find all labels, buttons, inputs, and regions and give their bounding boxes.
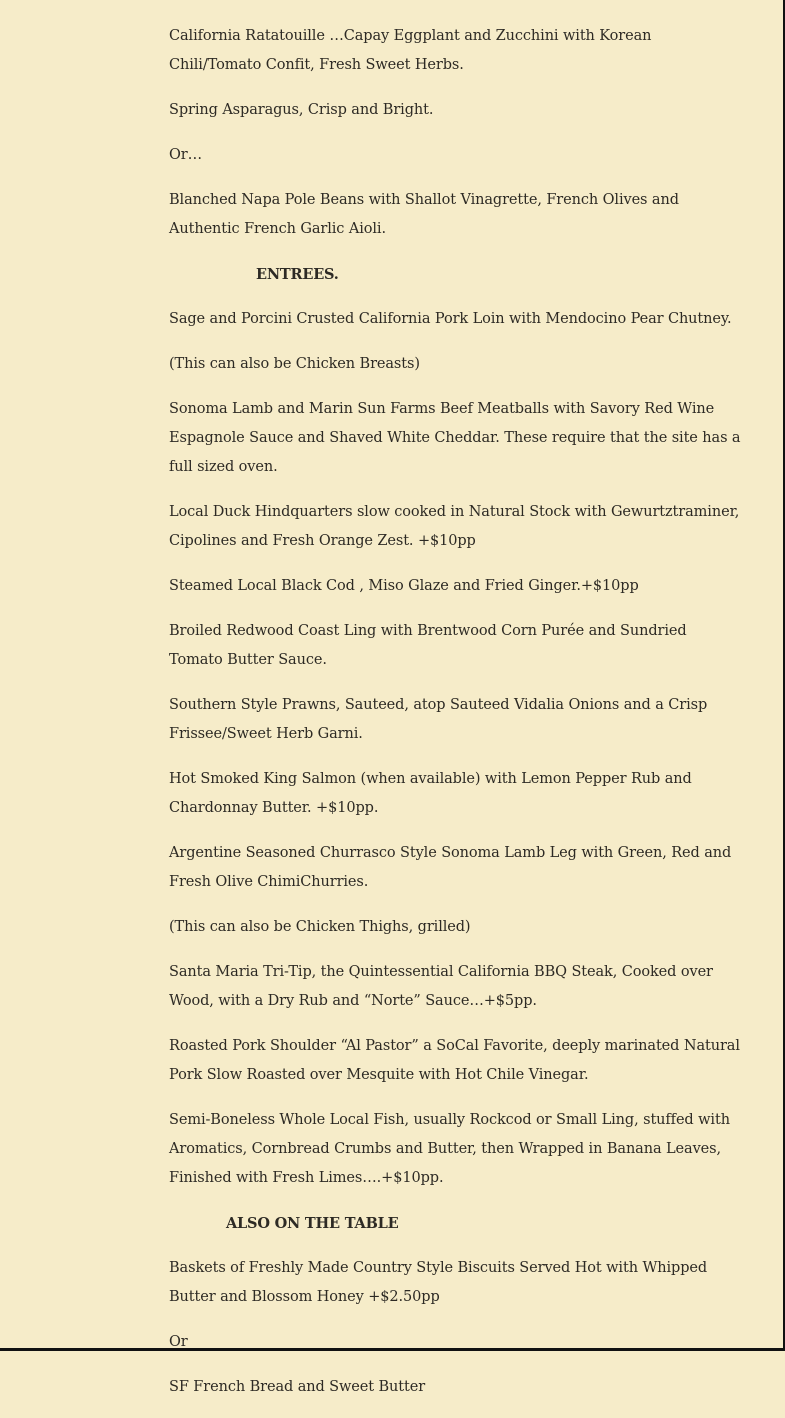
entree-black-cod: Steamed Local Black Cod , Miso Glaze and Fried Ginger.+$10pp: [169, 578, 639, 594]
entrees-heading: ENTREES.: [256, 266, 339, 283]
menu-item-pole-beans: Blanched Napa Pole Beans with Shallot Vinagrette, French Olives and Authentic French Garlic Aioli.: [169, 192, 679, 237]
entree-pork-shoulder: Roasted Pork Shoulder “Al Pastor” a SoCal Favorite, deeply marinated Natural Pork Slow Roasted over Mesquite with Hot Chile Vinegar.: [169, 1038, 740, 1083]
also-item-biscuits: Baskets of Freshly Made Country Style Biscuits Served Hot with Whipped Butter and Blossom Honey +$2.50pp: [169, 1260, 708, 1305]
also-item-french-bread: SF French Bread and Sweet Butter: [169, 1379, 426, 1395]
entree-ling: Broiled Redwood Coast Ling with Brentwood Corn Purée and Sundried Tomato Butter Sauce.: [169, 623, 687, 668]
entree-tri-tip: Santa Maria Tri-Tip, the Quintessential California BBQ Steak, Cooked over Wood, with a Dry Rub and “Norte” Sauce…+$5pp.: [169, 964, 713, 1009]
entree-meatballs: Sonoma Lamb and Marin Sun Farms Beef Meatballs with Savory Red Wine Espagnole Sauce and Shaved White Cheddar. These require that the site has a full sized oven.: [169, 401, 741, 475]
entree-pork-loin: Sage and Porcini Crusted California Pork Loin with Mendocino Pear Chutney.: [169, 311, 732, 327]
entree-prawns: Southern Style Prawns, Sauteed, atop Sauteed Vidalia Onions and a Crisp Frissee/Sweet Herb Garni.: [169, 697, 708, 742]
also-item-or-separator: Or: [169, 1334, 188, 1350]
entree-whole-fish: Semi-Boneless Whole Local Fish, usually Rockcod or Small Ling, stuffed with Aromatics, Cornbread Crumbs and Butter, then Wrapped in Banana Leaves, Finished with Fresh Limes….+$10pp.: [169, 1112, 730, 1186]
menu-item-or-separator: Or…: [169, 147, 203, 163]
entree-duck: Local Duck Hindquarters slow cooked in Natural Stock with Gewurtztraminer, Cipolines and Fresh Orange Zest. +$10pp: [169, 504, 740, 549]
menu-item-ratatouille: California Ratatouille …Capay Eggplant and Zucchini with Korean Chili/Tomato Confit, Fresh Sweet Herbs.: [169, 28, 652, 73]
menu-content: [169, 22, 741, 1418]
entree-salmon: Hot Smoked King Salmon (when available) with Lemon Pepper Rub and Chardonnay Butter. +$10pp.: [169, 771, 692, 816]
entree-lamb-leg: Argentine Seasoned Churrasco Style Sonoma Lamb Leg with Green, Red and Fresh Olive ChimiChurries.: [169, 845, 732, 890]
entree-pork-loin-note: (This can also be Chicken Breasts): [169, 356, 420, 372]
menu-item-asparagus: Spring Asparagus, Crisp and Bright.: [169, 102, 434, 118]
also-on-table-heading: ALSO ON THE TABLE: [226, 1215, 399, 1232]
entree-lamb-leg-note: (This can also be Chicken Thighs, grilled): [169, 919, 471, 935]
